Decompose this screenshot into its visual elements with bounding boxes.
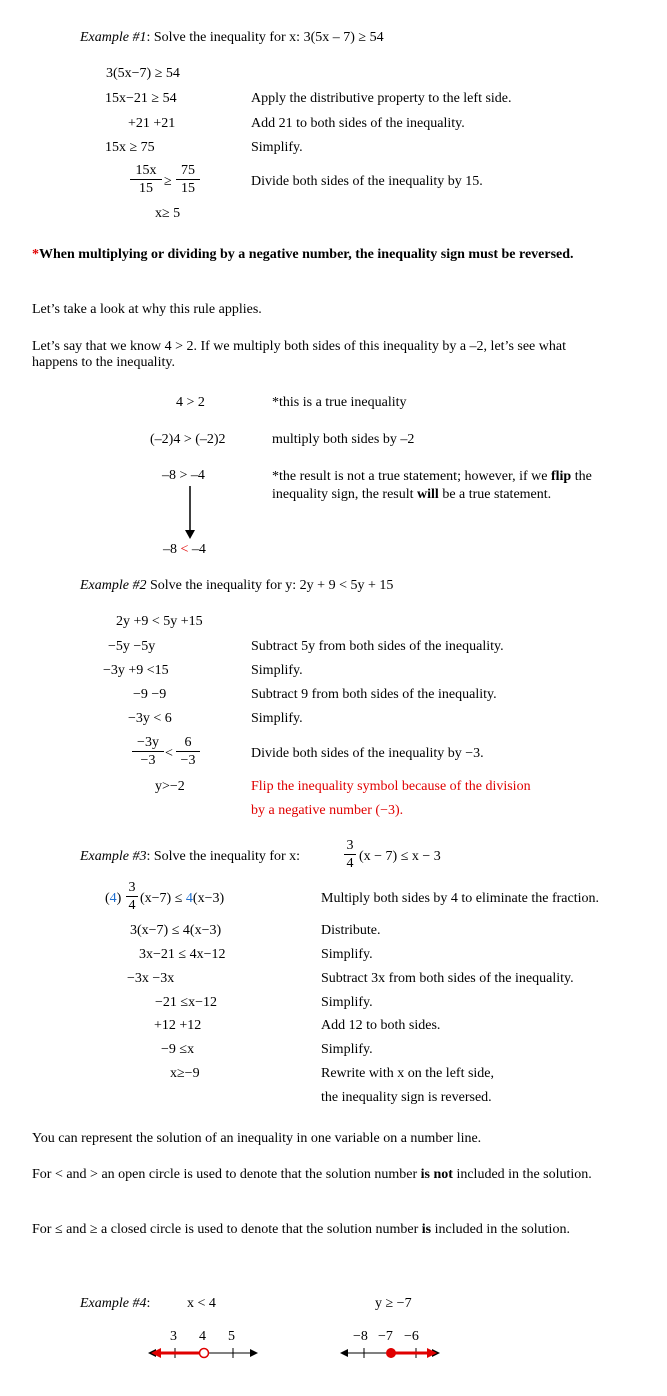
ex2-step-2: −3y +9 <15 [103, 663, 169, 678]
demo-math-2: –8 > –4 [162, 468, 205, 483]
ex2-step-6: y>−2 [155, 779, 185, 794]
ex1-problem: : Solve the inequality for x: 3(5x – 7) ≥ 54 [146, 30, 384, 45]
ex3-note-8: the inequality sign is reversed. [321, 1090, 492, 1105]
ex3-label: Example #3 [80, 849, 147, 864]
ex1-note-3: Simplify. [251, 140, 303, 155]
para-1: Let’s take a look at why this rule applies. [32, 302, 262, 317]
ex2-label: Example #2 [80, 578, 147, 593]
ex2-step-4: −3y < 6 [128, 711, 172, 726]
demo-note-0: *this is a true inequality [272, 395, 407, 410]
ex1-step-1: 15x−21 ≥ 54 [105, 91, 177, 106]
ex2-note-4: Simplify. [251, 711, 303, 726]
ex2-step-0: 2y +9 < 5y +15 [116, 614, 203, 629]
ex2-step-1: −5y −5y [108, 639, 156, 654]
ex1-note-4: Divide both sides of the inequality by 15. [251, 174, 483, 189]
ex1-header [80, 30, 384, 46]
ex4-right-tick-m8: −8 [353, 1329, 368, 1344]
ex3-note-5: Add 12 to both sides. [321, 1018, 441, 1033]
ex3-step-3: −3x −3x [127, 971, 175, 986]
ex2-note-5: Divide both sides of the inequality by −3. [251, 746, 484, 761]
ex2-note-2: Simplify. [251, 663, 303, 678]
rule-text: *When multiplying or dividing by a negative number, the inequality sign must be reversed. [32, 247, 574, 262]
ex4-left-inequality: x < 4 [187, 1296, 216, 1311]
ex2-frac-sign: < [165, 746, 173, 761]
number-line-right [340, 1344, 440, 1362]
ex3-step-5: +12 +12 [154, 1018, 202, 1033]
number-line-left [148, 1344, 258, 1362]
ex2-header [80, 578, 393, 594]
ex1-frac-sign: ≥ [164, 174, 172, 189]
ex3-step-4: −21 ≤x−12 [155, 995, 217, 1010]
ex2-note-1: Subtract 5y from both sides of the inequality. [251, 639, 504, 654]
ex3-note-6: Simplify. [321, 1042, 373, 1057]
ex3-note-1: Distribute. [321, 923, 381, 938]
ex2-step-3: −9 −9 [133, 687, 167, 702]
demo-note-2: *the result is not a true statement; however, if we flip the inequality sign, the result will be a true statement. [272, 469, 592, 503]
ex1-note-1: Apply the distributive property to the left side. [251, 91, 512, 106]
ex1-step-2: +21 +21 [128, 116, 176, 131]
ex3-header [80, 849, 300, 865]
ex4-left-tick-4: 4 [199, 1329, 206, 1344]
ex1-frac-right: 75 15 [176, 163, 200, 197]
ex2-note-6: Flip the inequality symbol because of the division [251, 779, 531, 794]
ex1-step-3: 15x ≥ 75 [105, 140, 155, 155]
ex1-step-0: 3(5x−7) ≥ 54 [106, 66, 180, 81]
ex4-label: Example #4 [80, 1296, 147, 1311]
ex1-label: Example #1 [80, 30, 147, 45]
ex2-note-7: by a negative number (−3). [251, 803, 404, 818]
ex3-step-2: 3x−21 ≤ 4x−12 [139, 947, 226, 962]
ex1-frac-left: 15x 15 [130, 163, 162, 197]
ex3-step-6: −9 ≤x [161, 1042, 195, 1057]
ex4-right-tick-m6: −6 [404, 1329, 419, 1344]
para-2: Let’s say that we know 4 > 2. If we multiply both sides of this inequality by a –2, let’s see what happens to the inequality. [32, 339, 566, 371]
ex3-step-1: 3(x−7) ≤ 4(x−3) [130, 923, 222, 938]
ex2-frac-left: −3y −3 [132, 735, 164, 769]
down-arrow-icon [183, 486, 197, 540]
ex3-note-0: Multiply both sides by 4 to eliminate the fraction. [321, 891, 600, 906]
demo-math-1: (–2)4 > (–2)2 [150, 432, 226, 447]
para-5: For ≤ and ≥ a closed circle is used to denote that the solution number is included in the solution. [32, 1222, 570, 1237]
ex1-note-2: Add 21 to both sides of the inequality. [251, 116, 465, 131]
ex3-note-2: Simplify. [321, 947, 373, 962]
ex1-step-5: x≥ 5 [155, 206, 181, 221]
para-4: For < and > an open circle is used to denote that the solution number is not included in the solution. [32, 1167, 592, 1182]
ex4-header: Example #4: [80, 1296, 151, 1311]
ex3-step-0-rhs: (x−7) ≤ 4(x−3) [140, 891, 225, 906]
demo-note-1: multiply both sides by –2 [272, 432, 415, 447]
ex4-right-tick-m7: −7 [378, 1329, 393, 1344]
ex3-note-4: Simplify. [321, 995, 373, 1010]
ex3-header-frac: 3 4 [344, 838, 356, 872]
ex3-step-0-pre: (4) [105, 891, 122, 906]
ex3-header-tail: (x − 7) ≤ x − 3 [359, 849, 441, 864]
ex3-note-3: Subtract 3x from both sides of the inequality. [321, 971, 574, 986]
ex2-frac-right: 6 −3 [176, 735, 200, 769]
demo-math-0: 4 > 2 [176, 395, 205, 410]
ex3-note-7: Rewrite with x on the left side, [321, 1066, 495, 1081]
demo-result: –8 < –4 [163, 542, 206, 557]
para-3: You can represent the solution of an inequality in one variable on a number line. [32, 1131, 482, 1146]
ex4-left-tick-3: 3 [170, 1329, 177, 1344]
ex4-right-inequality: y ≥ −7 [375, 1296, 412, 1311]
ex3-step-0-frac: 3 4 [126, 880, 138, 914]
ex2-note-3: Subtract 9 from both sides of the inequality. [251, 687, 497, 702]
ex2-problem: Solve the inequality for y: 2y + 9 < 5y + 15 [146, 578, 394, 593]
ex3-step-7: x≥−9 [170, 1066, 200, 1081]
ex4-left-tick-5: 5 [228, 1329, 235, 1344]
ex3-problem: : Solve the inequality for x: [146, 849, 301, 864]
